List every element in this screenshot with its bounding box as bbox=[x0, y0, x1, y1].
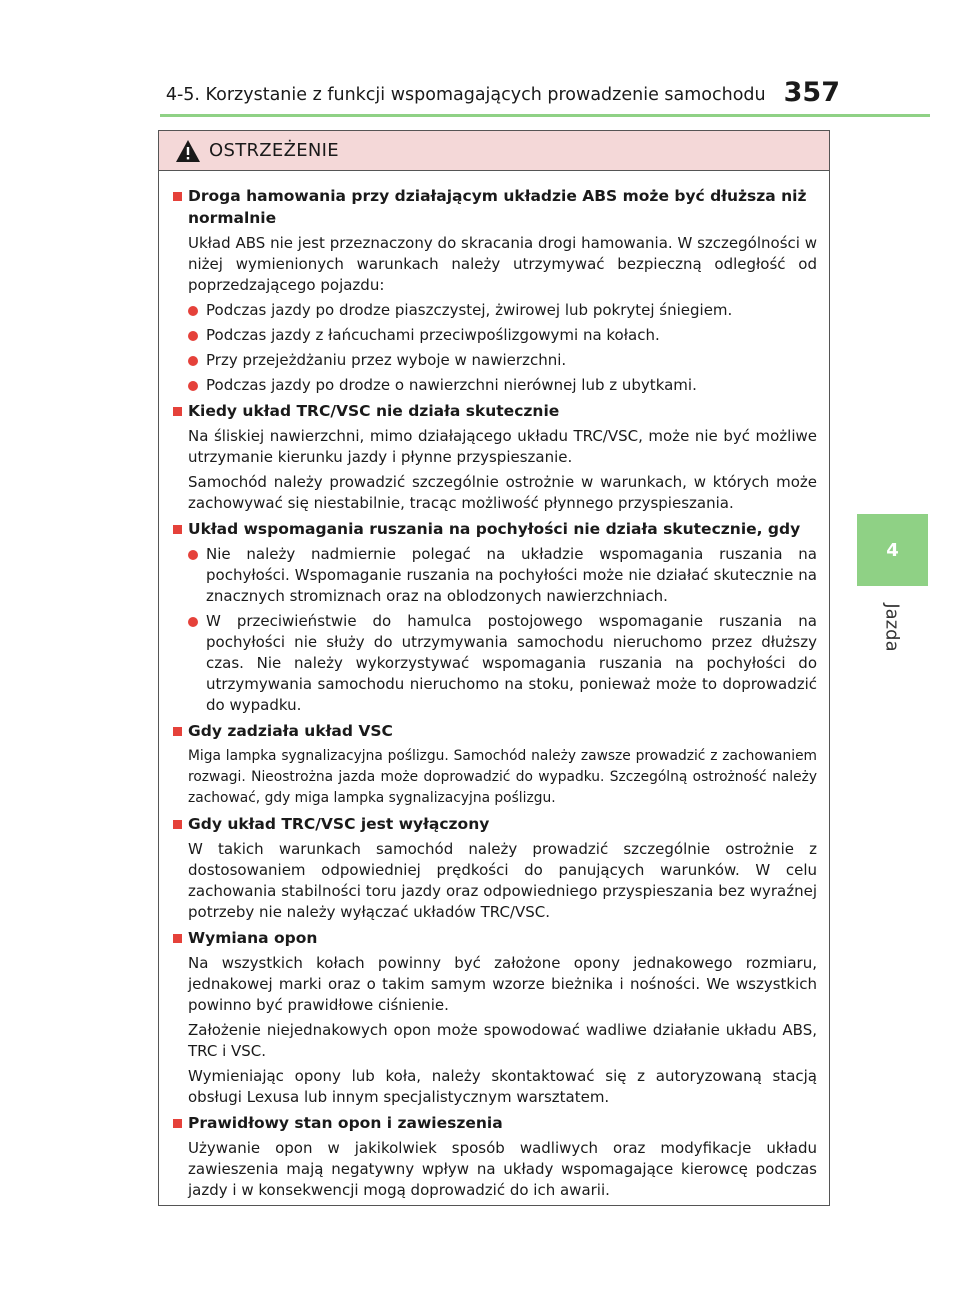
page-header bbox=[160, 78, 840, 108]
page-number: 357 bbox=[783, 77, 840, 108]
section-paragraph: Na wszystkich kołach powinny być założone opony jednakowego rozmiaru, jednakowej marki oraz o takim samym wzorze bieżnika i nośności. We wszystkich powinno być prawidłowe ciśnienie. bbox=[188, 954, 817, 1014]
section-title-text: Prawidłowy stan opon i zawieszenia bbox=[188, 1114, 503, 1132]
square-bullet-icon bbox=[173, 820, 182, 829]
square-bullet-icon bbox=[173, 525, 182, 534]
bullet-text: W przeciwieństwie do hamulca postojowego wspomaganie ruszania na pochyłości nie służy do utrzymywania samochodu nieruchomo przez dłuższy czas. Nie należy wykorzystywać wspomagania ruszania na pochyłości do utrzymywania samochodu nieruchomo na stoku, ponieważ może to doprowadzić do wypadku. bbox=[206, 612, 817, 714]
section-title-text: Gdy układ TRC/VSC jest wyłączony bbox=[188, 815, 490, 833]
section-paragraph: Wymieniając opony lub koła, należy skontaktować się z autoryzowaną stacją obsługi Lexusa lub innym specjalistycznym warsztatem. bbox=[188, 1067, 817, 1106]
section-title-text: Wymiana opon bbox=[188, 929, 318, 947]
section-title bbox=[173, 927, 817, 949]
circle-bullet-icon bbox=[188, 617, 198, 627]
section-paragraph: Samochód należy prowadzić szczególnie ostrożnie w warunkach, w których może zachowywać się niestabilnie, tracąc możliwość płynnego przyspieszania. bbox=[188, 473, 817, 512]
square-bullet-icon bbox=[173, 192, 182, 201]
square-bullet-icon bbox=[173, 934, 182, 943]
warning-box bbox=[158, 130, 830, 1206]
bullet-item bbox=[188, 300, 817, 321]
section-paragraph: Układ ABS nie jest przeznaczony do skracania drogi hamowania. W szczególności w niżej wymienionych warunkach należy utrzymywać bezpieczną odległość od poprzedzającego pojazdu: bbox=[188, 234, 817, 294]
section-paragraph: W takich warunkach samochód należy prowadzić szczególnie ostrożnie z dostosowaniem odpowiedniej prędkości do panujących warunków. W celu zachowania stabilności toru jazdy oraz odpowiedniego przyspieszania bez wyraźnej potrzeby nie należy wyłączać układów TRC/VSC. bbox=[188, 840, 817, 921]
section-title-text: Gdy zadziała układ VSC bbox=[188, 722, 393, 740]
section-title-text: Kiedy układ TRC/VSC nie działa skutecznie bbox=[188, 402, 560, 420]
section-title bbox=[173, 518, 817, 540]
bullet-item bbox=[188, 611, 817, 716]
header-rule bbox=[160, 114, 930, 117]
bullet-text: Podczas jazdy po drodze o nawierzchni nierównej lub z ubytkami. bbox=[206, 376, 697, 394]
bullet-list bbox=[188, 544, 817, 716]
circle-bullet-icon bbox=[188, 550, 198, 560]
chapter-side-label-text: Jazda bbox=[882, 602, 903, 652]
chapter-side-label bbox=[857, 592, 928, 662]
circle-bullet-icon bbox=[188, 331, 198, 341]
chapter-tab bbox=[857, 514, 928, 586]
section-title bbox=[173, 720, 817, 742]
square-bullet-icon bbox=[173, 1119, 182, 1128]
section-title-text: Droga hamowania przy działającym układzie ABS może być dłuższa niż normalnie bbox=[188, 187, 807, 227]
bullet-text: Nie należy nadmiernie polegać na układzie wspomagania ruszania na pochyłości. Wspomaganie ruszania na pochyłości może nie działać skutecznie na znacznych stromiznach oraz na oblodzonych nawierzchniach. bbox=[206, 545, 817, 605]
circle-bullet-icon bbox=[188, 306, 198, 316]
chapter-tab-number: 4 bbox=[886, 539, 899, 561]
section-paragraph: Założenie niejednakowych opon może spowodować wadliwe działanie układu ABS, TRC i VSC. bbox=[188, 1021, 817, 1060]
section-title bbox=[173, 1112, 817, 1134]
bullet-text: Podczas jazdy po drodze piaszczystej, żwirowej lub pokrytej śniegiem. bbox=[206, 301, 733, 319]
warning-section bbox=[173, 400, 817, 514]
circle-bullet-icon bbox=[188, 381, 198, 391]
bullet-item bbox=[188, 325, 817, 346]
section-paragraph: Używanie opon w jakikolwiek sposób wadliwych oraz modyfikacje układu zawieszenia mają negatywny wpływ na układy wspomagające kierowcę podczas jazdy i w konsekwencji mogą doprowadzić do ich awarii. bbox=[188, 1139, 817, 1199]
bullet-item bbox=[188, 350, 817, 371]
warning-body bbox=[159, 171, 829, 1201]
square-bullet-icon bbox=[173, 727, 182, 736]
warning-section bbox=[173, 813, 817, 923]
bullet-list bbox=[188, 300, 817, 396]
section-title bbox=[173, 185, 817, 229]
circle-bullet-icon bbox=[188, 356, 198, 366]
bullet-item bbox=[188, 375, 817, 396]
warning-section bbox=[173, 518, 817, 716]
warning-header bbox=[159, 131, 829, 171]
square-bullet-icon bbox=[173, 407, 182, 416]
warning-triangle-icon bbox=[175, 139, 201, 163]
bullet-item bbox=[188, 544, 817, 607]
bullet-text: Podczas jazdy z łańcuchami przeciwpoślizgowymi na kołach. bbox=[206, 326, 660, 344]
chapter-title: 4-5. Korzystanie z funkcji wspomagających prowadzenie samochodu bbox=[165, 85, 766, 105]
warning-section bbox=[173, 720, 817, 809]
warning-section bbox=[173, 927, 817, 1108]
section-paragraph: Na śliskiej nawierzchni, mimo działającego układu TRC/VSC, może nie być możliwe utrzymanie kierunku jazdy i płynne przyspieszanie. bbox=[188, 427, 817, 466]
warning-title: OSTRZEŻENIE bbox=[209, 140, 339, 161]
section-title bbox=[173, 400, 817, 422]
section-title bbox=[173, 813, 817, 835]
bullet-text: Przy przejeżdżaniu przez wyboje w nawierzchni. bbox=[206, 351, 567, 369]
section-paragraph: Miga lampka sygnalizacyjna poślizgu. Samochód należy zawsze prowadzić z zachowaniem rozwagi. Nieostrożna jazda może doprowadzić do wypadku. Szczególną ostrożność należy zachować, gdy miga lampka sygnalizacyjna poślizgu. bbox=[188, 748, 817, 806]
warning-section bbox=[173, 185, 817, 396]
section-title-text: Układ wspomagania ruszania na pochyłości nie działa skutecznie, gdy bbox=[188, 520, 801, 538]
warning-section bbox=[173, 1112, 817, 1201]
